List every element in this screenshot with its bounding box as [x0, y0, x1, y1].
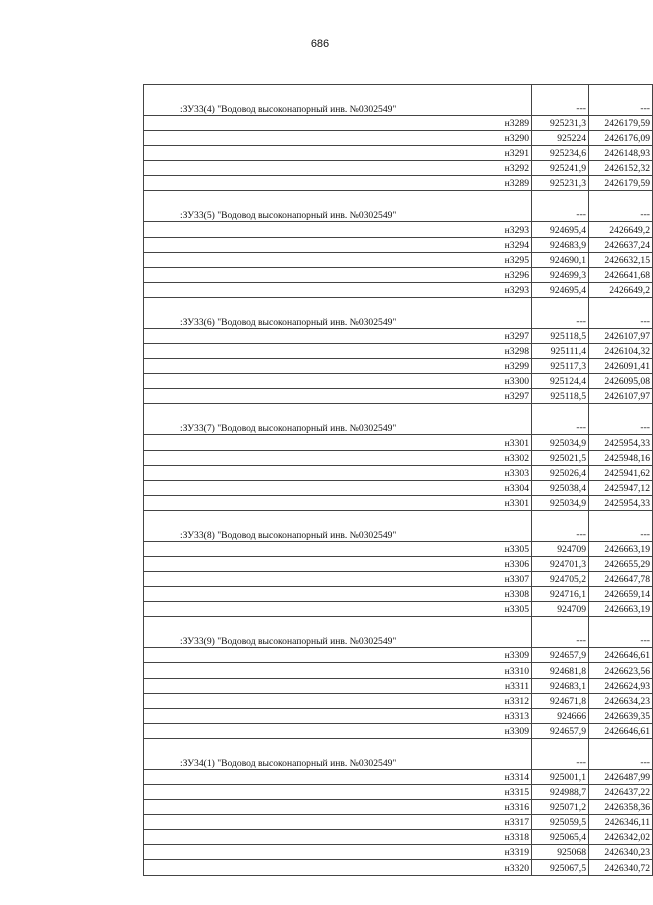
point-x-cell: 925231,3	[532, 176, 589, 191]
point-y-cell: 2426346,11	[589, 815, 653, 830]
table-row	[144, 328, 653, 343]
point-y-cell: 2425941,62	[589, 465, 653, 480]
table-row	[144, 572, 653, 587]
section-title: :ЗУ33(5) "Водовод высоконапорный инв. №0302549"	[144, 191, 532, 222]
point-x-cell: 925026,4	[532, 465, 589, 480]
point-y-cell: 2426437,22	[589, 785, 653, 800]
point-y-cell: 2426358,36	[589, 800, 653, 815]
section-title: :ЗУ33(9) "Водовод высоконапорный инв. №0302549"	[144, 617, 532, 648]
section-title: :ЗУ33(8) "Водовод высоконапорный инв. №0302549"	[144, 510, 532, 541]
section-header-row	[144, 297, 653, 328]
point-name-cell: н3315	[144, 785, 532, 800]
section-header-row	[144, 617, 653, 648]
point-x-cell: 924657,9	[532, 648, 589, 663]
point-name-cell: н3309	[144, 648, 532, 663]
point-x-cell: 924709	[532, 541, 589, 556]
point-y-cell: 2426634,23	[589, 693, 653, 708]
point-name-cell: н3291	[144, 146, 532, 161]
point-x-cell: 924683,1	[532, 678, 589, 693]
point-name-cell: н3314	[144, 769, 532, 784]
section-title: :ЗУ33(7) "Водовод высоконапорный инв. №0302549"	[144, 404, 532, 435]
point-x-cell: 925071,2	[532, 800, 589, 815]
table-row	[144, 161, 653, 176]
point-name-cell: н3313	[144, 708, 532, 723]
point-name-cell: н3310	[144, 663, 532, 678]
section-y-placeholder: ---	[589, 617, 653, 648]
point-name-cell: н3312	[144, 693, 532, 708]
table-row	[144, 541, 653, 556]
point-x-cell: 924690,1	[532, 252, 589, 267]
table-row	[144, 845, 653, 860]
point-y-cell: 2426179,59	[589, 176, 653, 191]
point-x-cell: 925118,5	[532, 328, 589, 343]
point-y-cell: 2426107,97	[589, 328, 653, 343]
table-row	[144, 131, 653, 146]
point-name-cell: н3308	[144, 587, 532, 602]
coordinates-table-body	[144, 85, 653, 876]
section-title: :ЗУ33(6) "Водовод высоконапорный инв. №0302549"	[144, 297, 532, 328]
point-y-cell: 2426637,24	[589, 237, 653, 252]
point-name-cell: н3297	[144, 328, 532, 343]
point-y-cell: 2426646,61	[589, 723, 653, 738]
table-row	[144, 860, 653, 875]
point-name-cell: н3294	[144, 237, 532, 252]
point-y-cell: 2426152,32	[589, 161, 653, 176]
point-name-cell: н3296	[144, 267, 532, 282]
point-x-cell: 924683,9	[532, 237, 589, 252]
table-row	[144, 602, 653, 617]
point-x-cell: 924705,2	[532, 572, 589, 587]
table-row	[144, 800, 653, 815]
point-name-cell: н3319	[144, 845, 532, 860]
point-name-cell: н3316	[144, 800, 532, 815]
point-x-cell: 924681,8	[532, 663, 589, 678]
point-y-cell: 2426659,14	[589, 587, 653, 602]
point-x-cell: 924709	[532, 602, 589, 617]
table-row	[144, 359, 653, 374]
section-header-row	[144, 404, 653, 435]
table-row	[144, 723, 653, 738]
point-x-cell: 925034,9	[532, 435, 589, 450]
point-y-cell: 2426340,72	[589, 860, 653, 875]
point-name-cell: н3301	[144, 495, 532, 510]
point-name-cell: н3305	[144, 602, 532, 617]
point-x-cell: 924716,1	[532, 587, 589, 602]
point-y-cell: 2426663,19	[589, 541, 653, 556]
point-name-cell: н3298	[144, 344, 532, 359]
point-y-cell: 2426624,93	[589, 678, 653, 693]
table-row	[144, 252, 653, 267]
table-row	[144, 678, 653, 693]
point-x-cell: 925001,1	[532, 769, 589, 784]
point-x-cell: 924671,8	[532, 693, 589, 708]
point-y-cell: 2426340,23	[589, 845, 653, 860]
point-x-cell: 925234,6	[532, 146, 589, 161]
section-x-placeholder: ---	[532, 510, 589, 541]
point-name-cell: н3309	[144, 723, 532, 738]
table-row	[144, 785, 653, 800]
point-x-cell: 924666	[532, 708, 589, 723]
table-row	[144, 282, 653, 297]
point-name-cell: н3292	[144, 161, 532, 176]
point-y-cell: 2426649,2	[589, 282, 653, 297]
table-row	[144, 389, 653, 404]
point-y-cell: 2426649,2	[589, 222, 653, 237]
point-name-cell: н3289	[144, 116, 532, 131]
point-x-cell: 925067,5	[532, 860, 589, 875]
table-row	[144, 769, 653, 784]
point-name-cell: н3299	[144, 359, 532, 374]
point-y-cell: 2425954,33	[589, 435, 653, 450]
point-name-cell: н3303	[144, 465, 532, 480]
point-x-cell: 925118,5	[532, 389, 589, 404]
table-row	[144, 435, 653, 450]
point-x-cell: 925065,4	[532, 830, 589, 845]
point-y-cell: 2426663,19	[589, 602, 653, 617]
point-y-cell: 2426107,97	[589, 389, 653, 404]
table-row	[144, 480, 653, 495]
point-y-cell: 2426104,32	[589, 344, 653, 359]
point-y-cell: 2426641,68	[589, 267, 653, 282]
point-x-cell: 925059,5	[532, 815, 589, 830]
point-x-cell: 925241,9	[532, 161, 589, 176]
section-header-row	[144, 191, 653, 222]
point-x-cell: 924699,3	[532, 267, 589, 282]
table-row	[144, 176, 653, 191]
section-y-placeholder: ---	[589, 297, 653, 328]
point-y-cell: 2426647,78	[589, 572, 653, 587]
table-row	[144, 374, 653, 389]
table-row	[144, 465, 653, 480]
point-name-cell: н3293	[144, 222, 532, 237]
page-number: 686	[310, 38, 330, 50]
table-row	[144, 344, 653, 359]
point-x-cell: 925068	[532, 845, 589, 860]
point-x-cell: 924695,4	[532, 282, 589, 297]
section-y-placeholder: ---	[589, 510, 653, 541]
table-row	[144, 116, 653, 131]
point-x-cell: 924695,4	[532, 222, 589, 237]
section-y-placeholder: ---	[589, 85, 653, 116]
point-x-cell: 924657,9	[532, 723, 589, 738]
table-row	[144, 450, 653, 465]
table-row	[144, 267, 653, 282]
table-row	[144, 693, 653, 708]
section-x-placeholder: ---	[532, 404, 589, 435]
point-name-cell: н3304	[144, 480, 532, 495]
section-y-placeholder: ---	[589, 191, 653, 222]
point-y-cell: 2426487,99	[589, 769, 653, 784]
point-x-cell: 925021,5	[532, 450, 589, 465]
point-y-cell: 2425948,16	[589, 450, 653, 465]
table-row	[144, 663, 653, 678]
point-x-cell: 925034,9	[532, 495, 589, 510]
point-y-cell: 2426632,15	[589, 252, 653, 267]
point-name-cell: н3289	[144, 176, 532, 191]
point-x-cell: 924701,3	[532, 556, 589, 571]
point-y-cell: 2426655,29	[589, 556, 653, 571]
section-header-row	[144, 738, 653, 769]
point-x-cell: 925231,3	[532, 116, 589, 131]
section-x-placeholder: ---	[532, 85, 589, 116]
table-row	[144, 146, 653, 161]
coordinates-table	[143, 84, 653, 876]
table-row	[144, 648, 653, 663]
section-header-row	[144, 510, 653, 541]
point-y-cell: 2426176,09	[589, 131, 653, 146]
section-header-row	[144, 85, 653, 116]
point-name-cell: н3293	[144, 282, 532, 297]
point-y-cell: 2426646,61	[589, 648, 653, 663]
table-row	[144, 708, 653, 723]
table-row	[144, 815, 653, 830]
point-y-cell: 2426091,41	[589, 359, 653, 374]
point-name-cell: н3311	[144, 678, 532, 693]
point-name-cell: н3300	[144, 374, 532, 389]
table-row	[144, 237, 653, 252]
section-x-placeholder: ---	[532, 191, 589, 222]
point-name-cell: н3295	[144, 252, 532, 267]
section-title: :ЗУ33(4) "Водовод высоконапорный инв. №0302549"	[144, 85, 532, 116]
table-row	[144, 587, 653, 602]
point-y-cell: 2426639,35	[589, 708, 653, 723]
point-name-cell: н3302	[144, 450, 532, 465]
section-y-placeholder: ---	[589, 738, 653, 769]
section-x-placeholder: ---	[532, 297, 589, 328]
point-x-cell: 925224	[532, 131, 589, 146]
section-x-placeholder: ---	[532, 617, 589, 648]
point-name-cell: н3297	[144, 389, 532, 404]
point-y-cell: 2426179,59	[589, 116, 653, 131]
point-name-cell: н3318	[144, 830, 532, 845]
point-name-cell: н3320	[144, 860, 532, 875]
table-row	[144, 830, 653, 845]
point-name-cell: н3305	[144, 541, 532, 556]
point-x-cell: 925117,3	[532, 359, 589, 374]
point-name-cell: н3301	[144, 435, 532, 450]
point-y-cell: 2425947,12	[589, 480, 653, 495]
point-x-cell: 925124,4	[532, 374, 589, 389]
point-y-cell: 2426623,56	[589, 663, 653, 678]
table-row	[144, 556, 653, 571]
table-row	[144, 495, 653, 510]
point-y-cell: 2426095,08	[589, 374, 653, 389]
section-x-placeholder: ---	[532, 738, 589, 769]
table-row	[144, 222, 653, 237]
point-x-cell: 925038,4	[532, 480, 589, 495]
point-x-cell: 925111,4	[532, 344, 589, 359]
point-name-cell: н3317	[144, 815, 532, 830]
section-y-placeholder: ---	[589, 404, 653, 435]
point-x-cell: 924988,7	[532, 785, 589, 800]
point-name-cell: н3306	[144, 556, 532, 571]
point-name-cell: н3307	[144, 572, 532, 587]
point-name-cell: н3290	[144, 131, 532, 146]
point-y-cell: 2425954,33	[589, 495, 653, 510]
section-title: :ЗУ34(1) "Водовод высоконапорный инв. №0302549"	[144, 738, 532, 769]
point-y-cell: 2426342,02	[589, 830, 653, 845]
point-y-cell: 2426148,93	[589, 146, 653, 161]
